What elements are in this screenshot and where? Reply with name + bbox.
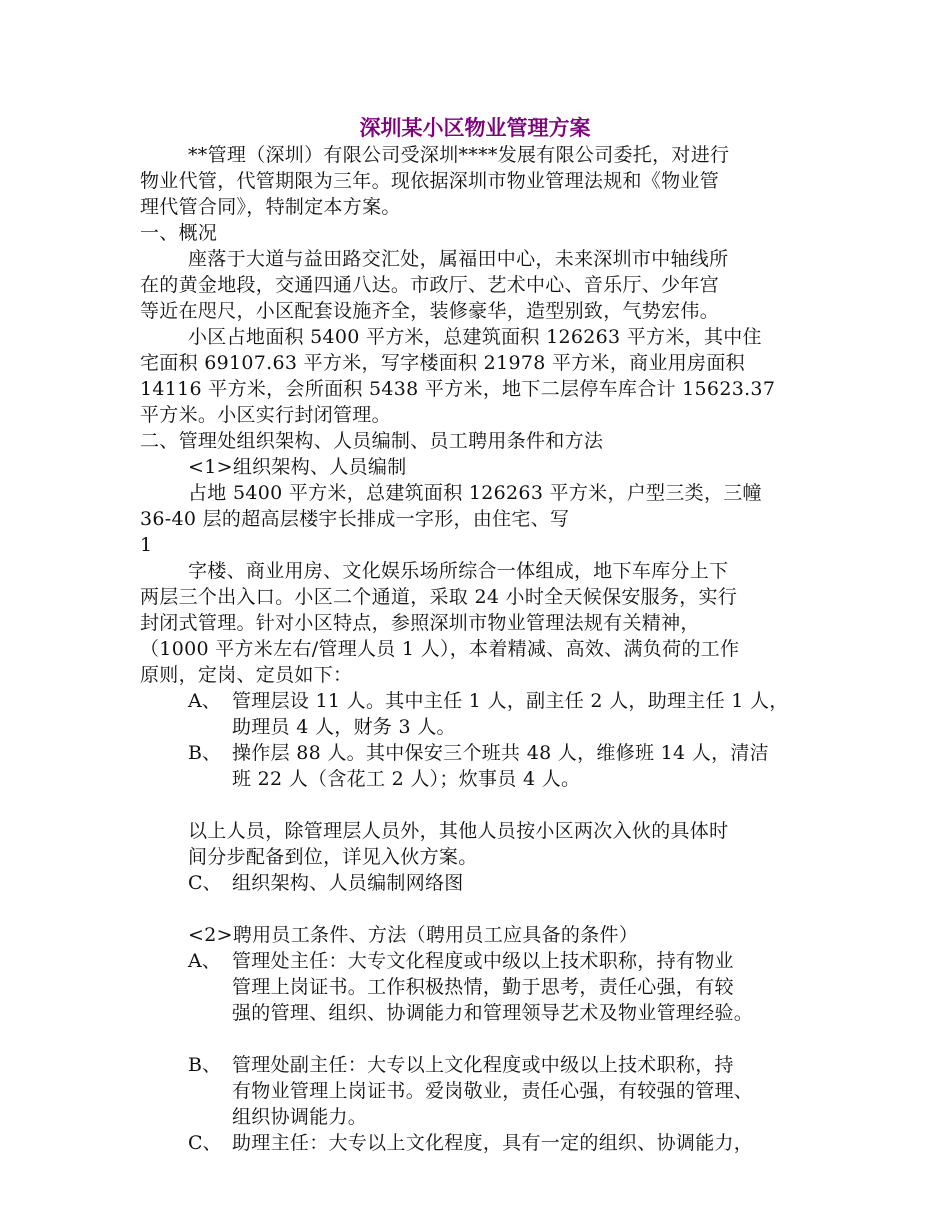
structure-paragraph-line: （1000 平方米左右/管理人员 1 人），本着精减、高效、满负荷的工作 [140, 638, 740, 660]
list-item-line: 管理层设 11 人。其中主任 1 人，副主任 2 人，助理主任 1 人， [232, 690, 789, 712]
list-marker: C、 [188, 872, 222, 894]
list-marker: B、 [188, 742, 221, 764]
structure-paragraph-line: 占地 5400 平方米，总建筑面积 126263 平方米，户型三类，三幢 [188, 482, 762, 504]
area-paragraph-line: 宅面积 69107.63 平方米，写字楼面积 21978 平方米，商业用房面积 [140, 352, 745, 374]
list-item-line: 班 22 人（含花工 2 人）；炊事员 4 人。 [232, 768, 581, 790]
intro-line: 理代管合同》，特制定本方案。 [140, 196, 401, 218]
list-marker: C、 [188, 1132, 222, 1154]
list-marker: A、 [188, 690, 221, 712]
section-heading-organization: 二、管理处组织架构、人员编制、员工聘用条件和方法 [140, 430, 604, 452]
area-paragraph-line: 14116 平方米，会所面积 5438 平方米，地下二层停车库合计 15623.37 [140, 378, 776, 400]
intro-line: 物业代管，代管期限为三年。现依据深圳市物业管理法规和《物业管 [140, 170, 720, 192]
overview-paragraph-line: 座落于大道与益田路交汇处，属福田中心，未来深圳市中轴线所 [188, 248, 729, 270]
structure-paragraph-line: 封闭式管理。针对小区特点，参照深圳市物业管理法规有关精神， [140, 612, 700, 634]
section-heading-overview: 一、概况 [140, 222, 218, 244]
structure-paragraph-line: 原则，定岗、定员如下： [140, 664, 353, 686]
subsection-heading-structure: <1>组织架构、人员编制 [188, 456, 407, 478]
page-number: 1 [140, 534, 153, 556]
structure-paragraph-line: 两层三个出入口。小区二个通道，采取 24 小时全天候保安服务，实行 [140, 586, 738, 608]
list-item-line: 助理主任：大专以上文化程度，具有一定的组织、协调能力， [232, 1132, 754, 1154]
list-item-line: 管理处主任：大专文化程度或中级以上技术职称，持有物业 [232, 950, 734, 972]
list-marker: B、 [188, 1054, 221, 1076]
list-marker: A、 [188, 950, 221, 972]
staff-note-line: 以上人员，除管理层人员外，其他人员按小区两次入伙的具体时 [188, 820, 729, 842]
document-title: 深圳某小区物业管理方案 [359, 115, 591, 140]
list-item-line: 管理上岗证书。工作积极热情，勤于思考，责任心强，有较 [232, 976, 734, 998]
list-item-line: 助理员 4 人，财务 3 人。 [232, 716, 456, 738]
overview-paragraph-line: 在的黄金地段，交通四通八达。市政厅、艺术中心、音乐厅、少年宫 [140, 274, 720, 296]
structure-paragraph-line: 36-40 层的超高层楼宇长排成一字形，由住宅、写 [140, 508, 570, 530]
overview-paragraph-line: 等近在咫尺，小区配套设施齐全，装修豪华，造型别致，气势宏伟。 [140, 300, 720, 322]
structure-paragraph-line: 字楼、商业用房、文化娱乐场所综合一体组成，地下车库分上下 [188, 560, 729, 582]
list-item-line: 管理处副主任：大专以上文化程度或中级以上技术职称，持 [232, 1054, 734, 1076]
area-paragraph-line: 小区占地面积 5400 平方米，总建筑面积 126263 平方米，其中住 [188, 326, 762, 348]
list-item-line: 组织架构、人员编制网络图 [232, 872, 464, 894]
list-item-line: 有物业管理上岗证书。爱岗敬业，责任心强，有较强的管理、 [232, 1080, 754, 1102]
staff-note-line: 间分步配备到位，详见入伙方案。 [188, 846, 478, 868]
list-item-line: 强的管理、组织、协调能力和管理领导艺术及物业管理经验。 [232, 1002, 754, 1024]
area-paragraph-line: 平方米。小区实行封闭管理。 [140, 404, 391, 426]
list-item-line: 组织协调能力。 [232, 1106, 368, 1128]
intro-line: **管理（深圳）有限公司受深圳****发展有限公司委托，对进行 [188, 144, 730, 166]
subsection-heading-hiring: <2>聘用员工条件、方法（聘用员工应具备的条件） [188, 924, 639, 946]
list-item-line: 操作层 88 人。其中保安三个班共 48 人，维修班 14 人，清洁 [232, 742, 769, 764]
